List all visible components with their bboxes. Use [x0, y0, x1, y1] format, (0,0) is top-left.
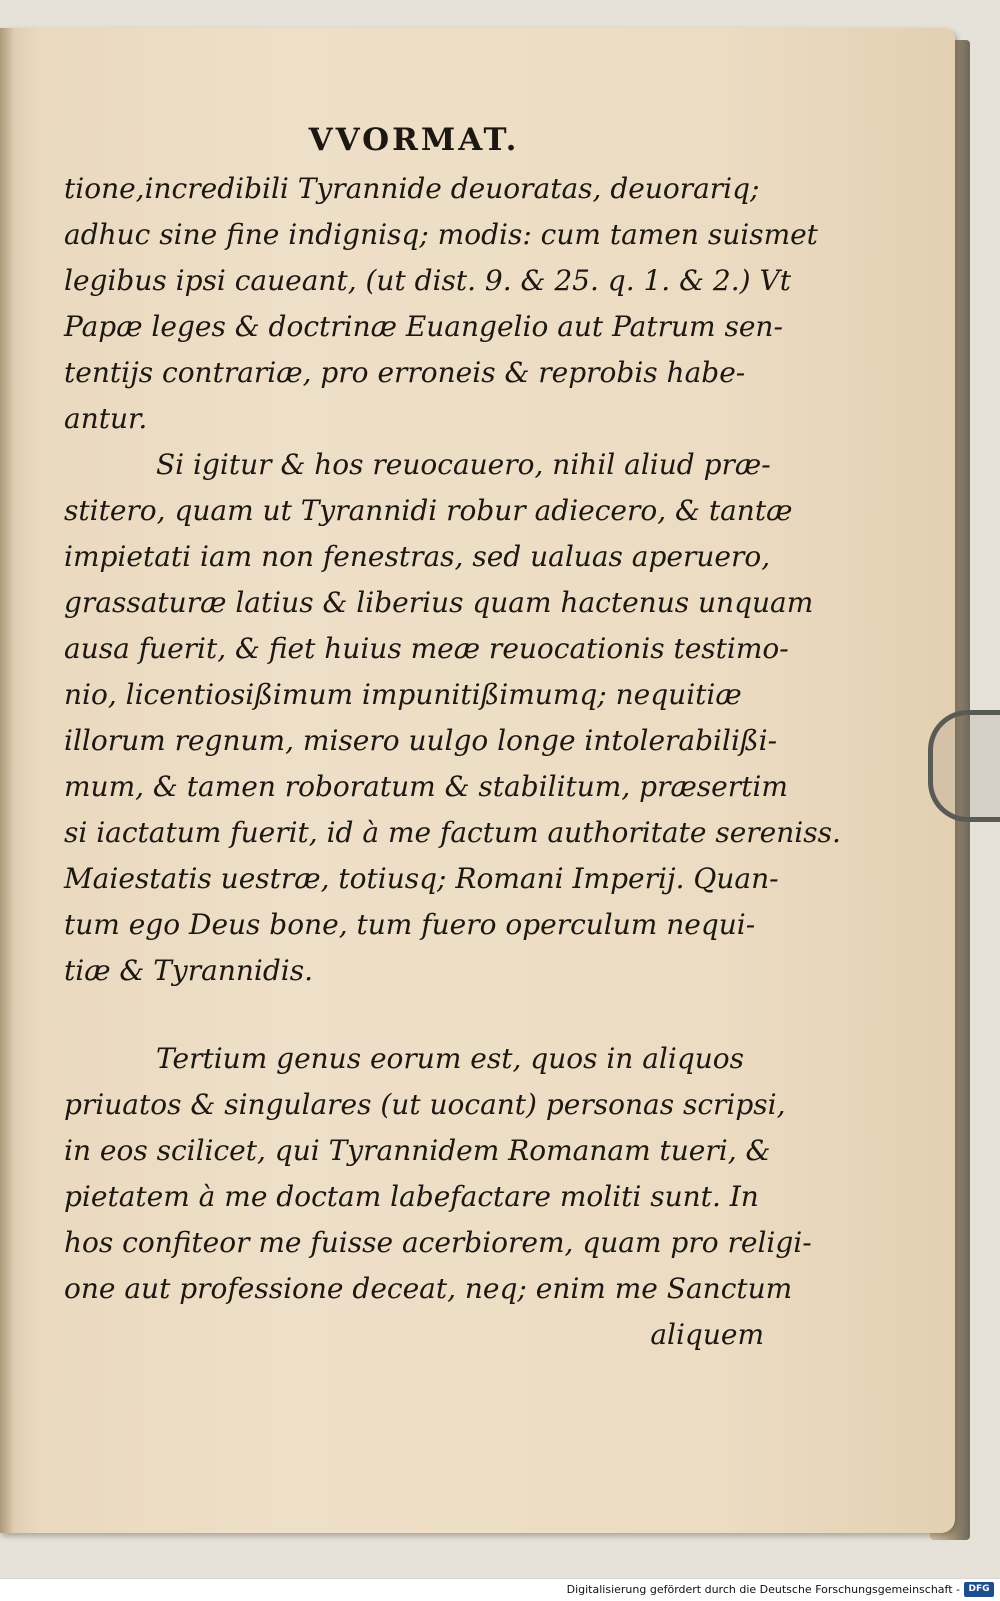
paragraph-1 — [64, 166, 818, 442]
text-line: si iactatum fuerit, id à me factum authoritate sereniss. — [64, 816, 841, 849]
text-line: Papæ leges & doctrinæ Euangelio aut Patrum sen- — [64, 310, 783, 343]
text-line: legibus ipsi caueant, (ut dist. 9. & 25. q. 1. & 2.) Vt — [64, 264, 791, 297]
text-line: tentijs contrariæ, pro erroneis & reprobis habe- — [64, 356, 746, 389]
text-line: Si igitur & hos reuocauero, nihil aliud præ- — [156, 448, 771, 481]
page-clip — [928, 710, 1000, 822]
gutter-shadow — [0, 28, 14, 1533]
text-line: tiæ & Tyrannidis. — [64, 954, 313, 987]
text-line: one aut professione deceat, neq; enim me Sanctum — [64, 1272, 793, 1305]
paragraph-3 — [64, 1036, 812, 1312]
paragraph-2 — [64, 442, 841, 994]
paragraph-gap — [64, 994, 764, 1036]
text-line: mum, & tamen roboratum & stabilitum, præsertim — [64, 770, 788, 803]
text-line: hos confiteor me fuisse acerbiorem, quam pro religi- — [64, 1226, 812, 1259]
text-line: illorum regnum, misero uulgo longe intolerabilißi- — [64, 724, 778, 757]
text-line: nio, licentiosißimum impunitißimumq; nequitiæ — [64, 678, 742, 711]
text-line: pietatem à me doctam labefactare moliti sunt. In — [64, 1180, 759, 1213]
text-line: in eos scilicet, qui Tyrannidem Romanam tueri, & — [64, 1134, 771, 1167]
running-head: VVORMAT. — [308, 122, 520, 158]
page-text — [64, 122, 841, 1358]
text-line: adhuc sine fine indignisq; modis: cum tamen suismet — [64, 218, 818, 251]
text-line: tione,incredibili Tyrannide deuoratas, deuorariq; — [64, 172, 760, 205]
dfg-logo-icon: DFG — [964, 1582, 994, 1597]
text-line: antur. — [64, 402, 148, 435]
text-line: grassaturæ latius & liberius quam hactenus unquam — [64, 586, 814, 619]
text-line: ausa fuerit, & fiet huius meæ reuocationis testimo- — [64, 632, 789, 665]
text-line: Maiestatis uestræ, totiusq; Romani Imperij. Quan- — [64, 862, 779, 895]
footer-credit: Digitalisierung gefördert durch die Deutsche Forschungsgemeinschaft - — [566, 1583, 960, 1596]
text-line: priuatos & singulares (ut uocant) personas scripsi, — [64, 1088, 786, 1121]
text-line: tum ego Deus bone, tum fuero operculum nequi- — [64, 908, 756, 941]
text-line: stitero, quam ut Tyrannidi robur adiecero, & tantæ — [64, 494, 793, 527]
catchword: aliquem — [650, 1318, 764, 1351]
footer-bar — [0, 1578, 1000, 1601]
text-line: impietati iam non fenestras, sed ualuas aperuero, — [64, 540, 771, 573]
text-line: Tertium genus eorum est, quos in aliquos — [156, 1042, 745, 1075]
